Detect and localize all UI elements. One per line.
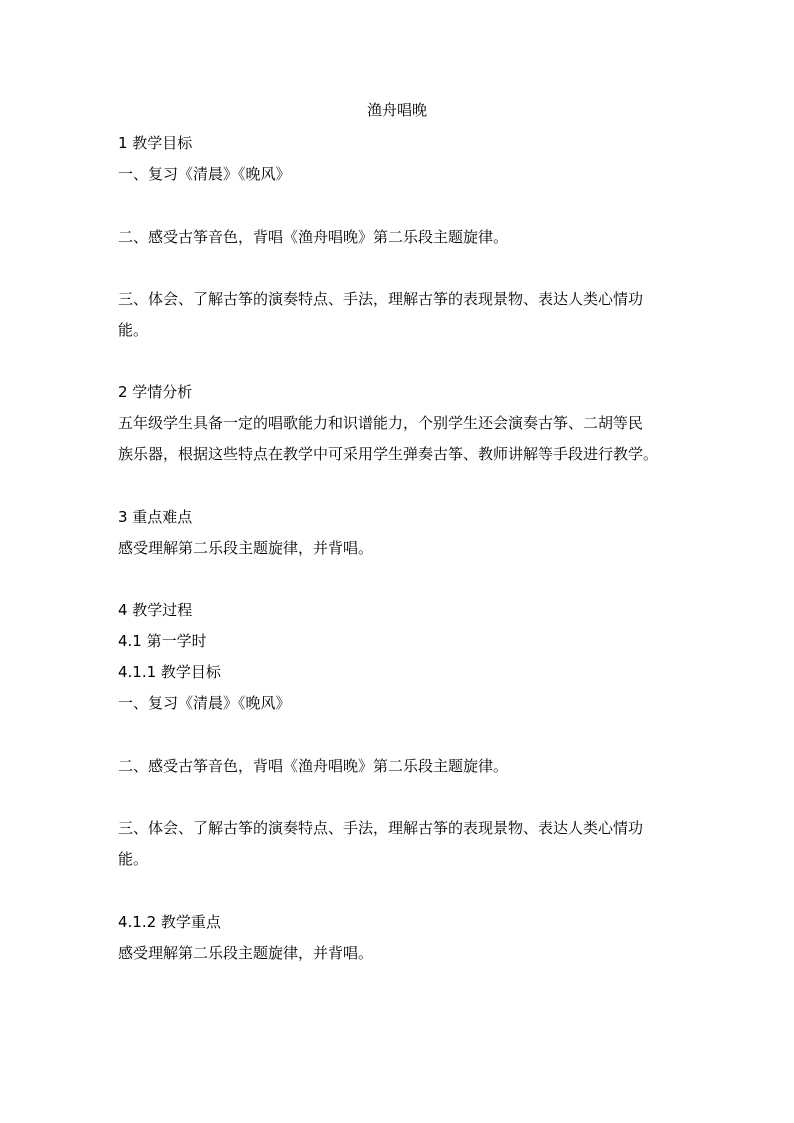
paragraph-sub-goal-3-line-1: 三、体会、了解古筝的演奏特点、手法，理解古筝的表现景物、表达人类心情功 bbox=[118, 819, 644, 837]
paragraph-goal-2: 二、感受古筝音色，背唱《渔舟唱晚》第二乐段主题旋律。 bbox=[118, 228, 509, 246]
paragraph-goal-3-line-2: 能。 bbox=[118, 321, 149, 339]
subsection-heading-key-point: 4.1.2 教学重点 bbox=[118, 913, 221, 931]
paragraph-sub-key-point: 感受理解第二乐段主题旋律，并背唱。 bbox=[118, 944, 374, 962]
paragraph-analysis-line-2: 族乐器，根据这些特点在教学中可采用学生弹奏古筝、教师讲解等手段进行教学。 bbox=[118, 445, 659, 463]
section-heading-student-analysis: 2 学情分析 bbox=[118, 383, 193, 401]
paragraph-sub-goal-2: 二、感受古筝音色，背唱《渔舟唱晚》第二乐段主题旋律。 bbox=[118, 757, 509, 775]
section-heading-teaching-process: 4 教学过程 bbox=[118, 601, 193, 619]
paragraph-analysis-line-1: 五年级学生具备一定的唱歌能力和识谱能力，个别学生还会演奏古筝、二胡等民 bbox=[118, 414, 644, 432]
paragraph-goal-1: 一、复习《清晨》《晚风》 bbox=[118, 165, 291, 183]
subsection-heading-first-period: 4.1 第一学时 bbox=[118, 632, 207, 650]
paragraph-sub-goal-1: 一、复习《清晨》《晚风》 bbox=[118, 694, 291, 712]
paragraph-goal-3-line-1: 三、体会、了解古筝的演奏特点、手法，理解古筝的表现景物、表达人类心情功 bbox=[118, 290, 644, 308]
subsection-heading-goals: 4.1.1 教学目标 bbox=[118, 663, 221, 681]
paragraph-key-points: 感受理解第二乐段主题旋律，并背唱。 bbox=[118, 539, 374, 557]
section-heading-teaching-goals: 1 教学目标 bbox=[118, 134, 193, 152]
document-title: 渔舟唱晚 bbox=[366, 101, 427, 119]
section-heading-key-points: 3 重点难点 bbox=[118, 508, 193, 526]
paragraph-sub-goal-3-line-2: 能。 bbox=[118, 850, 149, 868]
